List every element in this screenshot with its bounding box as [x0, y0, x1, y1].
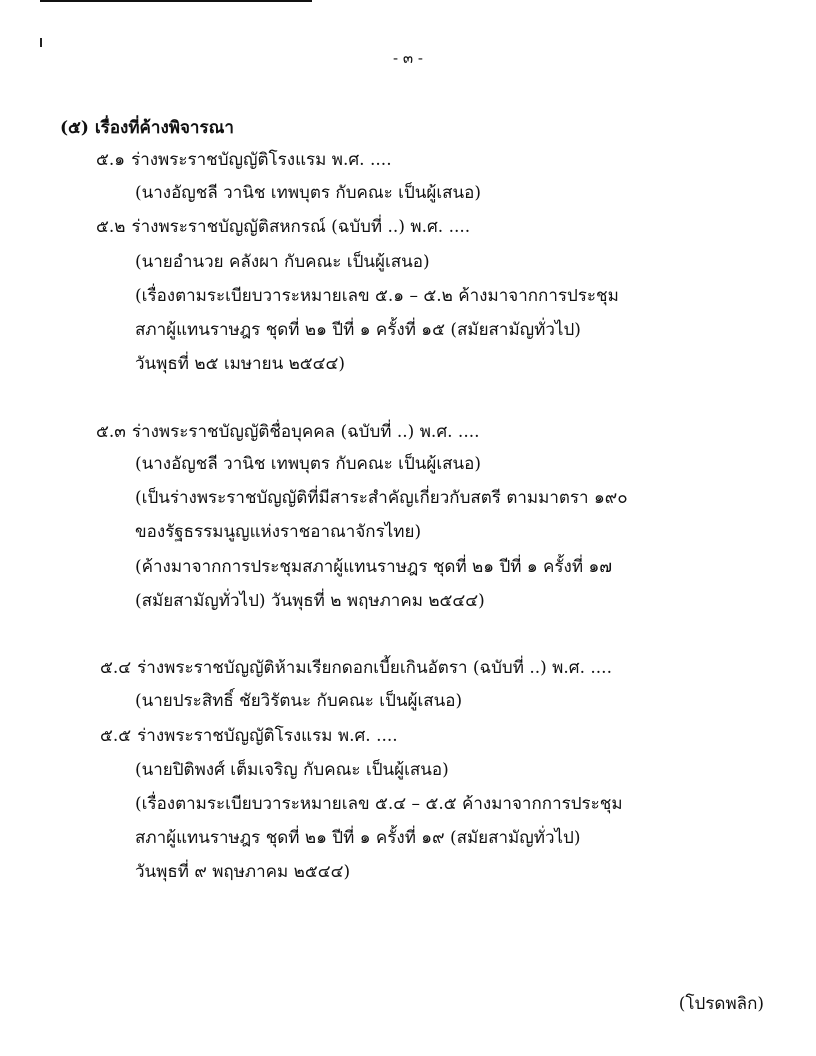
- agenda-item-number: ๕.๑: [96, 150, 126, 170]
- agenda-item-detail: (เรื่องตามระเบียบวาระหมายเลข ๕.๑ – ๕.๒ ค้างมาจากการประชุม: [135, 286, 619, 306]
- agenda-item-number: ๕.๕: [100, 726, 132, 746]
- agenda-item-detail: วันพุธที่ ๙ พฤษภาคม ๒๕๔๔): [135, 862, 351, 882]
- agenda-item-detail: วันพุธที่ ๒๕ เมษายน ๒๕๔๔): [135, 354, 346, 374]
- section-heading: [60, 116, 234, 140]
- agenda-item-detail: (นางอัญชลี วานิช เทพบุตร กับคณะ เป็นผู้เสนอ): [135, 183, 481, 203]
- agenda-item-title-text: ร่างพระราชบัญญัติโรงแรม พ.ศ. ....: [137, 726, 398, 746]
- agenda-item-detail: สภาผู้แทนราษฎร ชุดที่ ๒๑ ปีที่ ๑ ครั้งที่ ๑๕ (สมัยสามัญทั่วไป): [135, 320, 581, 340]
- top-rule: [40, 0, 312, 2]
- agenda-item-title-text: ร่างพระราชบัญญัติชื่อบุคคล (ฉบับที่ ..) พ.ศ. ....: [131, 422, 480, 442]
- agenda-item-title: [100, 724, 398, 748]
- agenda-item-detail: (เป็นร่างพระราชบัญญัติที่มีสาระสำคัญเกี่ยวกับสตรี ตามมาตรา ๑๙๐: [135, 488, 628, 508]
- turn-page-note: (โปรดพลิก): [678, 994, 764, 1014]
- page-number: - ๓ -: [393, 49, 423, 67]
- agenda-item-detail: (นายอำนวย คลังผา กับคณะ เป็นผู้เสนอ): [135, 252, 430, 272]
- agenda-item-detail: (นางอัญชลี วานิช เทพบุตร กับคณะ เป็นผู้เสนอ): [135, 454, 481, 474]
- section-number: (๕): [60, 118, 89, 138]
- agenda-item-detail: (เรื่องตามระเบียบวาระหมายเลข ๕.๔ – ๕.๕ ค้างมาจากการประชุม: [135, 794, 623, 814]
- agenda-item-detail: (นายประสิทธิ์ ชัยวิรัตนะ กับคณะ เป็นผู้เสนอ): [135, 691, 463, 711]
- agenda-item-title: [100, 656, 612, 680]
- agenda-item-detail: ของรัฐธรรมนูญแห่งราชอาณาจักรไทย): [135, 522, 422, 542]
- agenda-item-detail: (สมัยสามัญทั่วไป) วันพุธที่ ๒ พฤษภาคม ๒๕๔๔): [135, 591, 485, 611]
- agenda-item-detail: สภาผู้แทนราษฎร ชุดที่ ๒๑ ปีที่ ๑ ครั้งที่ ๑๙ (สมัยสามัญทั่วไป): [135, 828, 581, 848]
- agenda-item-title: [96, 420, 480, 444]
- agenda-item-title-text: ร่างพระราชบัญญัติห้ามเรียกดอกเบี้ยเกินอัตรา (ฉบับที่ ..) พ.ศ. ....: [137, 658, 612, 678]
- agenda-item-title-text: ร่างพระราชบัญญัติโรงแรม พ.ศ. ....: [131, 150, 392, 170]
- agenda-item-number: ๕.๔: [100, 658, 132, 678]
- agenda-item-number: ๕.๓: [96, 422, 126, 442]
- agenda-item-title: [96, 148, 392, 172]
- agenda-item-title-text: ร่างพระราชบัญญัติสหกรณ์ (ฉบับที่ ..) พ.ศ. ....: [131, 217, 471, 237]
- section-title: เรื่องที่ค้างพิจารณา: [94, 118, 234, 138]
- agenda-item-detail: (ค้างมาจากการประชุมสภาผู้แทนราษฎร ชุดที่ ๒๑ ปีที่ ๑ ครั้งที่ ๑๗: [135, 557, 613, 577]
- agenda-item-detail: (นายปิติพงศ์ เต็มเจริญ กับคณะ เป็นผู้เสนอ): [135, 760, 449, 780]
- agenda-item-title: [96, 215, 470, 239]
- agenda-item-number: ๕.๒: [96, 217, 126, 237]
